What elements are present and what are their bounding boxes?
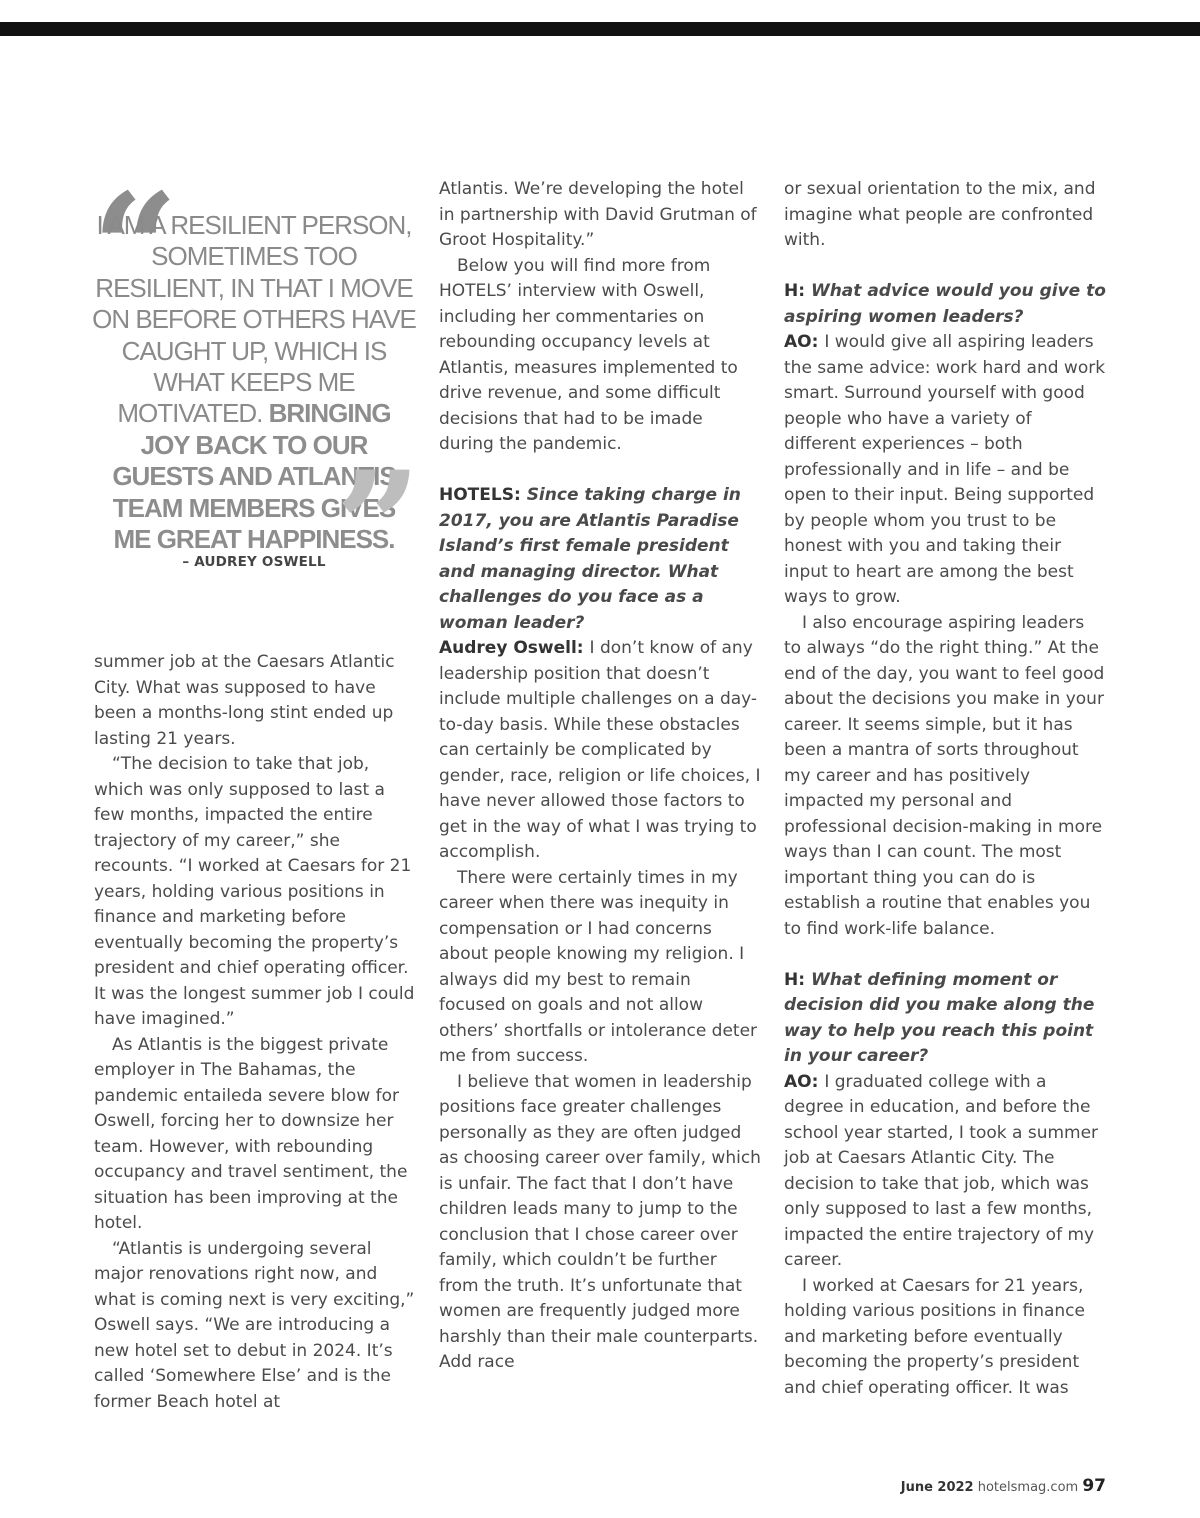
question-speaker: H: bbox=[784, 969, 811, 990]
close-quote-mark-icon: ” bbox=[335, 439, 422, 615]
answer-speaker: Audrey Oswell: bbox=[439, 638, 590, 658]
interview-answer bbox=[784, 1070, 1106, 1274]
question-text: What advice would you give to aspiring women leaders? bbox=[784, 281, 1106, 327]
paragraph: Atlantis. We’re developing the hotel in partnership with David Grutman of Groot Hospitality.” bbox=[439, 179, 757, 250]
pull-quote bbox=[92, 161, 422, 615]
paragraph: I believe that women in leadership positions face greater challenges personally as they are often judged as choosing career over family, which is unfair. The fact that I don’t have children leads many to jump to the conclusion that I chose career over family, which couldn’t be further from the truth. It’s unfortunate that women are frequently judged more harshly than their male counterparts. Add race bbox=[439, 1071, 761, 1372]
page-number: 97 bbox=[1082, 1476, 1106, 1496]
question-text: Since taking charge in 2017, you are Atlantis Paradise Island’s first female president and managing director. What challenges do you face as a woman leader? bbox=[439, 485, 741, 633]
interview-question bbox=[439, 483, 761, 636]
paragraph: I worked at Caesars for 21 years, holding various positions in finance and marketing before eventually becoming the property’s president and chief operating officer. It was bbox=[784, 1275, 1085, 1398]
paragraph: Below you will find more from HOTELS’ interview with Oswell, including her commentaries on rebounding occupancy levels at Atlantis, measures implemented to drive revenue, and some difficult decisions that had to be imade during the pandemic. bbox=[439, 255, 738, 454]
pull-quote-bold: BRINGING JOY BACK TO OUR GUESTS AND ATLANTIS TEAM MEMBERS GIVES ME GREAT HAPPINESS. bbox=[112, 398, 396, 555]
interview-question bbox=[784, 279, 1106, 330]
answer-text: I would give all aspiring leaders the same advice: work hard and work smart. Surround yourself with good people who have a variety of different experiences – both professionally and in life – and be open to their input. Being supported by people whom you trust to be honest with you and taking their input to heart are among the best ways to grow. bbox=[784, 332, 1106, 607]
open-quote-mark-icon: “ bbox=[92, 161, 179, 337]
answer-speaker: AO: bbox=[784, 1071, 825, 1092]
issue-date: June 2022 bbox=[900, 1480, 974, 1495]
paragraph: There were certainly times in my career when there was inequity in compensation or I had concerns about people knowing my religion. I always did my best to remain focused on goals and not allow others’ shortfalls or intolerance deter me from success. bbox=[439, 867, 758, 1066]
question-speaker: H: bbox=[784, 281, 811, 301]
paragraph: “The decision to take that job, which was only supposed to last a few months, impacted the entire trajectory of my career,” she recounts. “I worked at Caesars for 21 years, holding various positions in finance and marketing before eventually becoming the property’s president and chief operating officer. It was the longest summer job I could have imagined.” bbox=[94, 754, 415, 1029]
paragraph: I also encourage aspiring leaders to always “do the right thing.” At the end of the day, you want to feel good about the decisions you make in your career. It seems simple, but it has been a mantra of sorts throughout my career and has positively impacted my personal and professional decision-making in more ways than I can count. The most important thing you can do is establish a routine that enables you to find work-life balance. bbox=[784, 612, 1105, 939]
question-speaker: HOTELS: bbox=[439, 485, 527, 505]
answer-text: I graduated college with a degree in education, and before the school year started, I took a summer job at Caesars Atlantic City. The decision to take that job, which was only supposed to last a few months, impacted the entire trajectory of my career. bbox=[784, 1071, 1099, 1270]
answer-speaker: AO: bbox=[784, 332, 825, 352]
top-rule bbox=[0, 22, 1200, 36]
article-column-2 bbox=[439, 177, 761, 1376]
pull-quote-light: I AM A RESILIENT PERSON, SOMETIMES TOO RESILIENT, IN THAT I MOVE ON BEFORE OTHERS HAVE CAUGHT UP, WHICH IS WHAT KEEPS ME MOTIVATED. bbox=[92, 210, 416, 429]
pull-quote-attribution: – AUDREY OSWELL bbox=[182, 554, 326, 570]
article-column-3 bbox=[784, 177, 1106, 1401]
article-column-1 bbox=[94, 650, 416, 1415]
page-footer bbox=[901, 1476, 1106, 1496]
interview-answer bbox=[784, 330, 1106, 611]
paragraph: summer job at the Caesars Atlantic City. What was supposed to have been a months-long stint ended up lasting 21 years. bbox=[94, 652, 395, 749]
paragraph: or sexual orientation to the mix, and imagine what people are confronted with. bbox=[784, 179, 1096, 250]
question-text: What defining moment or decision did you make along the way to help you reach this point in your career? bbox=[784, 969, 1095, 1066]
interview-question bbox=[784, 968, 1106, 1070]
site-url: hotelsmag.com bbox=[973, 1480, 1083, 1495]
paragraph: As Atlantis is the biggest private employer in The Bahamas, the pandemic entaileda severe blow for Oswell, forcing her to downsize her team. However, with rebounding occupancy and travel sentiment, the situation has been improving at the hotel. bbox=[94, 1034, 408, 1233]
answer-text: I don’t know of any leadership position that doesn’t include multiple challenges on a day-to-day basis. While these obstacles can certainly be complicated by gender, race, religion or life choices, I have never allowed those factors to get in the way of what I was trying to accomplish. bbox=[439, 638, 761, 862]
interview-answer bbox=[439, 636, 761, 866]
paragraph: “Atlantis is undergoing several major renovations right now, and what is coming next is very exciting,” Oswell says. “We are introducing a new hotel set to debut in 2024. It’s called ‘Somewhere Else’ and is the former Beach hotel at bbox=[94, 1238, 415, 1412]
